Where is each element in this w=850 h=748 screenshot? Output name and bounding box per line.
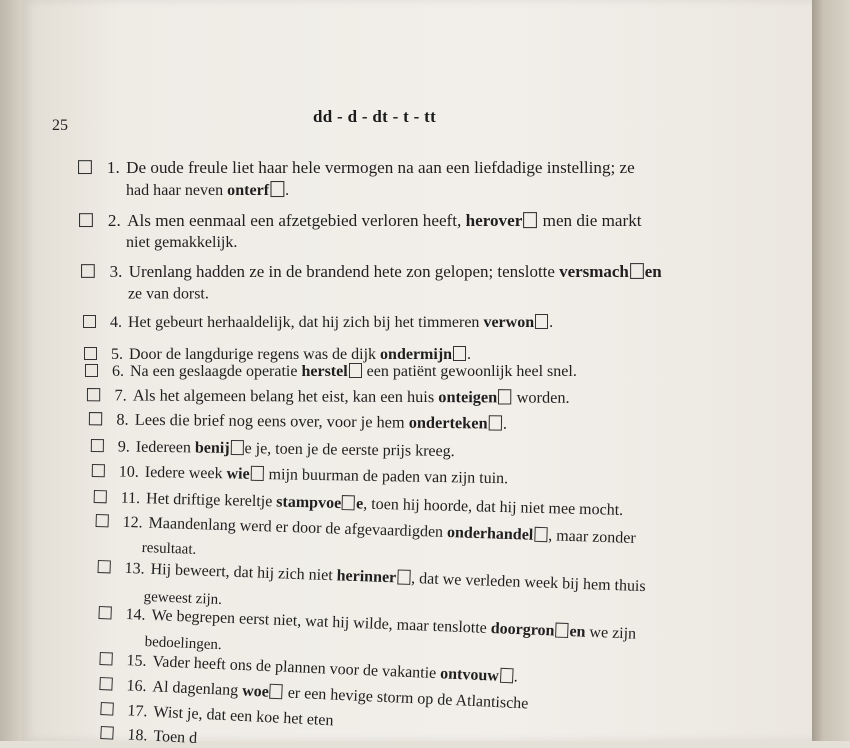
- item-text: er een hevige storm op de Atlantische: [283, 684, 529, 713]
- item-text: We begrepen eerst niet, wat hij wilde, maar tenslotte: [151, 607, 492, 638]
- answer-checkbox[interactable]: [100, 702, 114, 716]
- fill-in-blank[interactable]: [523, 212, 537, 228]
- item-continuation: [126, 181, 289, 200]
- answer-checkbox[interactable]: [96, 514, 109, 527]
- fill-in-blank[interactable]: [535, 314, 548, 329]
- exercise-item: [78, 158, 635, 178]
- item-number: 10.: [118, 463, 139, 481]
- item-number: 7.: [114, 387, 127, 405]
- fill-in-blank[interactable]: [397, 569, 411, 584]
- answer-checkbox[interactable]: [100, 726, 114, 740]
- exercise-item: [85, 362, 577, 381]
- fill-in-blank[interactable]: [230, 440, 243, 455]
- verb-ending: e: [355, 495, 364, 513]
- item-text: Iedere week: [144, 463, 227, 483]
- fill-in-blank[interactable]: [349, 363, 362, 378]
- item-text: had haar neven: [126, 182, 228, 200]
- item-text: .: [467, 346, 472, 363]
- fill-in-blank[interactable]: [270, 181, 284, 197]
- item-continuation: niet gemakkelijk.: [126, 234, 238, 252]
- item-number: 12.: [122, 513, 143, 532]
- item-text: we zijn: [585, 623, 637, 643]
- exercise-item: [81, 262, 662, 282]
- fill-in-blank[interactable]: [453, 346, 466, 361]
- fill-in-blank[interactable]: [498, 389, 511, 404]
- fill-in-blank[interactable]: [342, 495, 355, 510]
- item-text: Toen d: [152, 727, 198, 748]
- item-continuation: resultaat.: [141, 540, 197, 558]
- exercise-item: [100, 724, 198, 748]
- answer-checkbox[interactable]: [92, 464, 105, 477]
- item-text: Iedereen: [135, 438, 196, 457]
- answer-checkbox[interactable]: [94, 490, 107, 503]
- fill-in-blank[interactable]: [630, 263, 644, 279]
- fill-in-blank[interactable]: [555, 623, 569, 638]
- fill-in-blank[interactable]: [251, 466, 264, 481]
- answer-checkbox[interactable]: [99, 677, 113, 691]
- answer-checkbox[interactable]: [97, 560, 110, 573]
- verb-stem: onderteken: [408, 414, 488, 433]
- verb-stem: onderhandel: [446, 524, 534, 544]
- item-number: 17.: [127, 702, 148, 721]
- verb-stem: benij: [194, 439, 230, 457]
- answer-checkbox[interactable]: [99, 652, 113, 666]
- item-text: Wist je, dat een koe het eten: [153, 703, 334, 730]
- item-text: Als het algemeen belang het eist, kan een huis: [132, 387, 439, 407]
- answer-checkbox[interactable]: [79, 213, 93, 227]
- answer-checkbox[interactable]: [78, 160, 92, 174]
- exercise-item: [83, 313, 553, 332]
- item-text: De oude freule liet haar hele vermogen na aan een liefdadige instelling; ze: [126, 159, 635, 178]
- item-text: Als men eenmaal een afzetgebied verloren heeft,: [127, 212, 466, 231]
- verb-stem: stampvoe: [276, 493, 342, 513]
- item-text: een patiënt gewoonlijk heel snel.: [362, 363, 577, 380]
- verb-stem: herover: [465, 212, 523, 231]
- verb-stem: ontvouw: [439, 665, 500, 685]
- item-continuation: bedoelingen.: [144, 634, 222, 654]
- item-number: 18.: [127, 726, 148, 745]
- answer-checkbox[interactable]: [81, 264, 95, 278]
- item-text: Al dagenlang: [152, 678, 243, 700]
- item-number: 3.: [109, 263, 123, 282]
- item-text: Door de langdurige regens was de dijk: [129, 346, 381, 363]
- answer-checkbox[interactable]: [98, 606, 111, 619]
- item-text: .: [513, 668, 519, 686]
- item-text: .: [549, 314, 554, 331]
- item-text: Urenlang hadden ze in de brandend hete zon gelopen; tenslotte: [128, 263, 560, 282]
- item-text: , maar zonder: [547, 527, 636, 547]
- fill-in-blank[interactable]: [489, 415, 502, 430]
- verb-stem: herinner: [336, 567, 397, 587]
- fill-in-blank[interactable]: [500, 668, 514, 684]
- answer-checkbox[interactable]: [83, 315, 96, 328]
- item-text: Vader heeft ons de plannen voor de vakantie: [152, 653, 441, 683]
- item-number: 5.: [111, 346, 123, 363]
- item-number: 14.: [125, 606, 146, 624]
- item-text: .: [285, 182, 290, 200]
- item-number: 2.: [107, 212, 121, 231]
- verb-stem: herstel: [301, 363, 348, 380]
- verb-stem: ondermijn: [380, 346, 453, 363]
- answer-checkbox[interactable]: [87, 388, 100, 401]
- fill-in-blank[interactable]: [270, 684, 284, 700]
- item-continuation: ze van dorst.: [128, 286, 209, 303]
- item-number: 13.: [124, 559, 145, 578]
- page-heading: dd - d - dt - t - tt: [313, 107, 437, 126]
- item-number: 6.: [112, 363, 124, 380]
- item-number: 9.: [117, 438, 130, 456]
- item-text: mijn buurman de paden van zijn tuin.: [264, 466, 509, 488]
- verb-ending: en: [644, 263, 662, 282]
- item-number: 16.: [126, 677, 147, 696]
- verb-stem: doorgron: [490, 620, 555, 640]
- verb-stem: onteigen: [438, 388, 498, 407]
- item-text: worden.: [512, 389, 570, 407]
- item-number: 15.: [126, 652, 147, 670]
- answer-checkbox[interactable]: [89, 412, 102, 425]
- item-text: men die markt: [538, 212, 642, 231]
- verb-stem: woe: [241, 682, 270, 701]
- item-number: 4.: [110, 314, 122, 331]
- answer-checkbox[interactable]: [84, 347, 97, 360]
- answer-checkbox[interactable]: [85, 364, 98, 377]
- item-text: Lees die brief nog eens over, voor je hem: [134, 411, 409, 432]
- page-number: 25: [52, 117, 68, 134]
- item-text: Na een geslaagde operatie: [130, 363, 302, 380]
- fill-in-blank[interactable]: [534, 527, 547, 542]
- verb-stem: versmach: [559, 263, 629, 282]
- right-page-edge: [812, 0, 850, 741]
- item-number: 1.: [106, 159, 120, 178]
- item-continuation: geweest zijn.: [143, 589, 223, 608]
- verb-ending: en: [569, 623, 586, 641]
- verb-stem: verwon: [483, 314, 535, 331]
- item-text: Hij beweert, dat hij zich niet: [150, 560, 337, 585]
- item-text: Het driftige kereltje: [145, 490, 277, 511]
- exercise-item: [79, 211, 642, 231]
- item-text: .: [502, 415, 508, 433]
- answer-checkbox[interactable]: [91, 439, 104, 452]
- item-number: 11.: [120, 489, 141, 508]
- verb-stem: wie: [226, 465, 250, 483]
- verb-stem: onterf: [227, 182, 270, 200]
- item-text: e je, toen je de eerste prijs kreeg.: [244, 440, 455, 461]
- item-text: Het gebeurt herhaaldelijk, dat hij zich bij het timmeren: [128, 314, 484, 331]
- item-text: , toen hij hoorde, dat hij niet mee mocht.: [363, 495, 624, 519]
- item-text: , dat we verleden week bij hem thuis: [410, 569, 646, 596]
- item-text: Maandenlang werd er door de afgevaardigden: [148, 514, 448, 542]
- exercise-item: [87, 386, 570, 408]
- item-number: 8.: [116, 411, 129, 429]
